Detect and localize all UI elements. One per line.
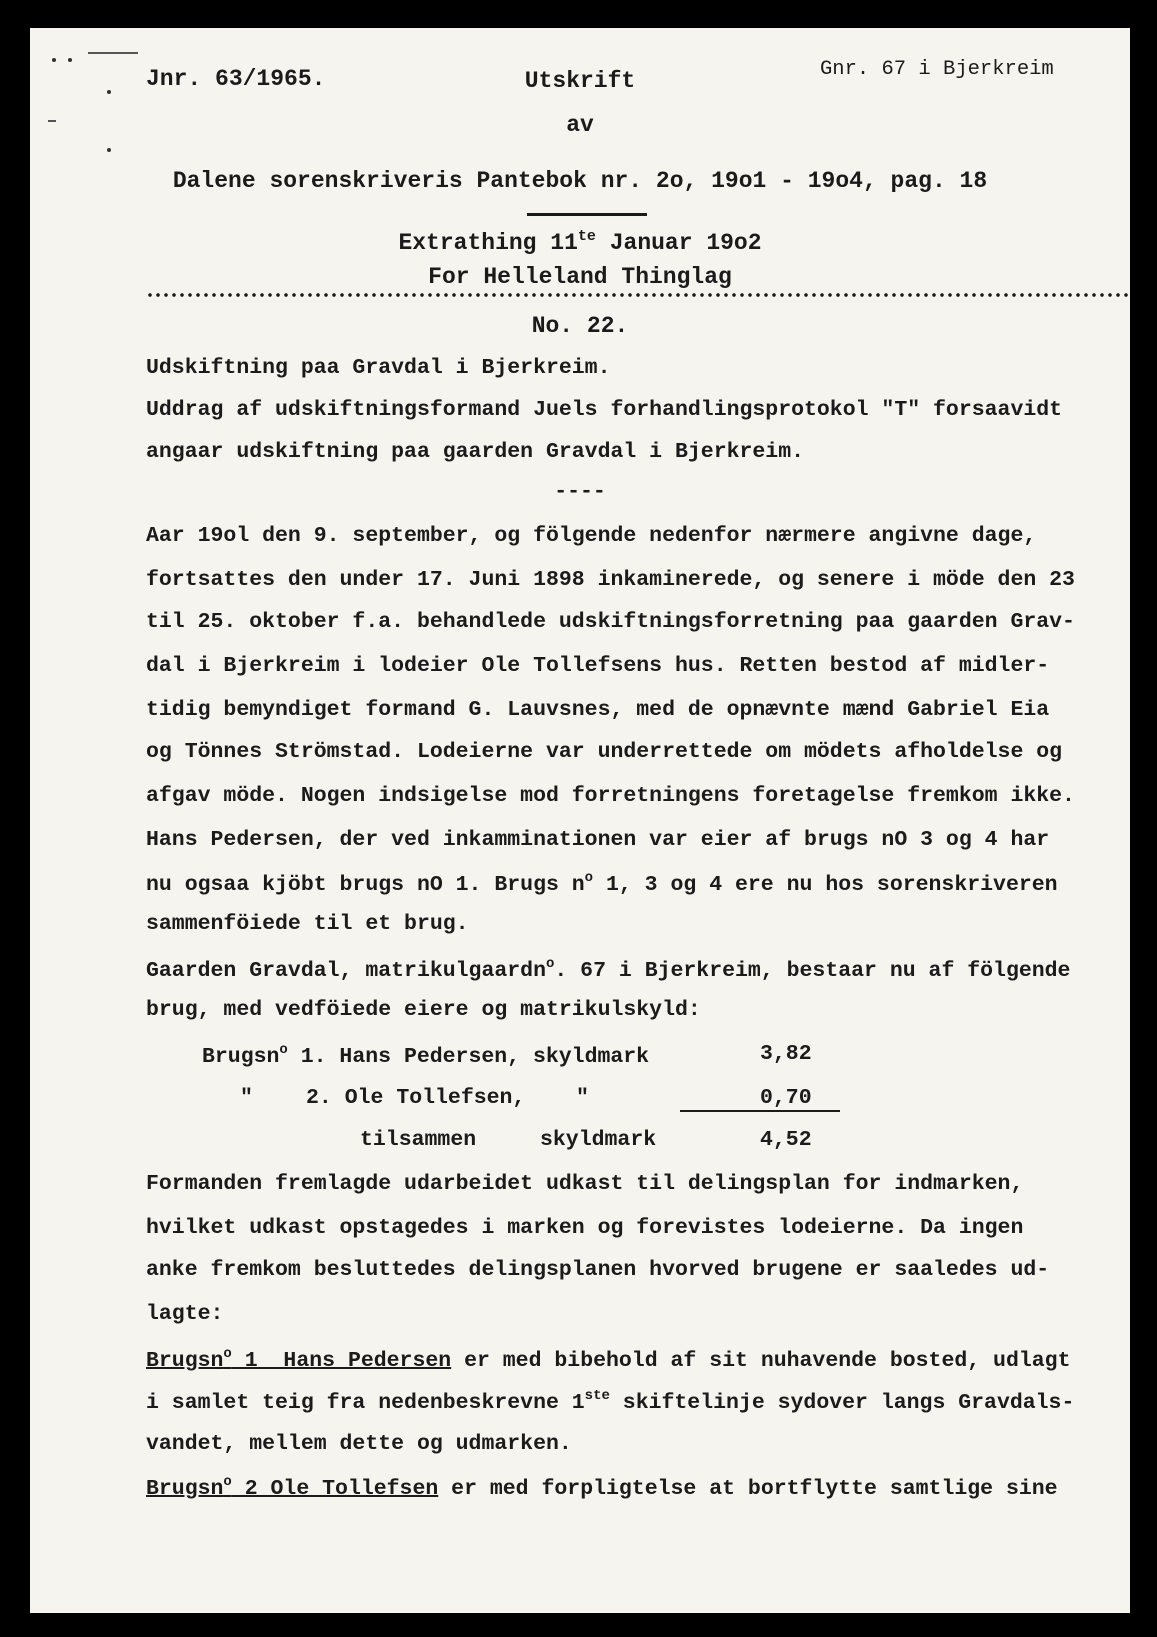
body-line: sammenföiede til et brug. [146,912,469,936]
table-row-2-ditto: " [240,1086,253,1110]
brug-2-line-1: Brugsn$^o$ 2 Ole Tollefsen er med forpligtelse at bortflytte samtlige sine [146,1474,1058,1501]
intro-line-3: angaar udskiftning paa gaarden Gravdal i Bjerkreim. [146,440,805,464]
title-rule [527,213,647,216]
table-total-value: 4,52 [760,1128,812,1152]
section-separator: ---- [554,480,606,504]
brug-2-heading: Brugsn$^o$ 2 Ole Tollefsen [146,1474,439,1501]
sum-rule [680,1110,840,1112]
body-line: Formanden fremlagde udarbeidet udkast til delingsplan for indmarken, [146,1172,1024,1196]
table-row-2-ditto2: " [576,1086,589,1110]
body-line: Hans Pedersen, der ved inkamminationen var eier af brugs nO 3 og 4 har [146,828,1050,852]
table-total-unit: skyldmark [540,1128,657,1152]
entry-number: No. 22. [531,313,629,339]
thinglag: For Helleland Thinglag [428,264,732,290]
body-line: til 25. oktober f.a. behandlede udskiftningsforretning paa gaarden Grav- [146,610,1075,634]
body-line: Gaarden Gravdal, matrikulgaardn$^o$. 67 i Bjerkreim, bestaar nu af fölgende [146,956,1071,983]
body-line: og Tönnes Strömstad. Lodeierne var underrettede om mödets afholdelse og [146,740,1063,764]
table-row-2-name: 2. Ole Tollefsen, [306,1086,526,1110]
body-line: lagte: [146,1302,224,1326]
dotted-divider [146,293,1130,297]
brug-1-line-3: vandet, mellem dette og udmarken. [146,1432,572,1456]
journal-number: Jnr. 63/1965. [146,66,326,92]
title-av: av [566,112,594,138]
body-line: brug, med vedföiede eiere og matrikulskyld: [146,998,701,1022]
body-line: fortsattes den under 17. Juni 1898 inkaminerede, og senere i möde den 23 [146,568,1075,592]
extrathing-date: Extrathing $11^{te}$ Januar 19o2 [398,228,762,256]
document-page [30,28,1130,1613]
brug-1-line-2: i samlet teig fra nedenbeskrevne 1ste skiftelinje sydover langs Gravdals- [146,1388,1075,1415]
body-line: hvilket udkast opstagedes i marken og forevistes lodeierne. Da ingen [146,1216,1024,1240]
brug-1-heading: Brugsn$^o$ 1 Hans Pedersen [146,1346,452,1373]
body-line: nu ogsaa kjöbt brugs nO 1. Brugs $n^o$ 1, 3 og 4 ere nu hos sorenskriveren [146,870,1058,897]
title-utskrift: Utskrift [524,68,636,94]
body-line: anke fremkom besluttedes delingsplanen hvorved brugene er saaledes ud- [146,1258,1050,1282]
intro-line-2: Uddrag af udskiftningsformand Juels forhandlingsprotokol "T" forsaavidt [146,398,1063,422]
table-row-1-value: 3,82 [760,1042,812,1066]
table-row-1-label: Brugsn$^o$ 1. Hans Pedersen, skyldmark [202,1042,650,1069]
source-reference: Dalene sorenskriveris Pantebok nr. 2o, 19o1 - 19o4, pag. 18 [172,168,988,194]
body-line: dal i Bjerkreim i lodeier Ole Tollefsens hus. Retten bestod af midler- [146,654,1050,678]
table-total-label: tilsammen [360,1128,477,1152]
intro-line-1: Udskiftning paa Gravdal i Bjerkreim. [146,356,611,380]
body-line: afgav möde. Nogen indsigelse mod forretningens foretagelse fremkom ikke. [146,784,1075,808]
body-line: tidig bemyndiget formand G. Lauvsnes, med de opnævnte mænd Gabriel Eia [146,698,1050,722]
brug-1-line-1: Brugsn$^o$ 1 Hans Pedersen er med bibehold af sit nuhavende bosted, udlagt [146,1346,1071,1373]
table-row-2-value: 0,70 [760,1086,812,1110]
body-line: Aar 19ol den 9. september, og fölgende nedenfor nærmere angivne dage, [146,524,1037,548]
farm-number: Gnr. 67 i Bjerkreim [820,58,1054,81]
